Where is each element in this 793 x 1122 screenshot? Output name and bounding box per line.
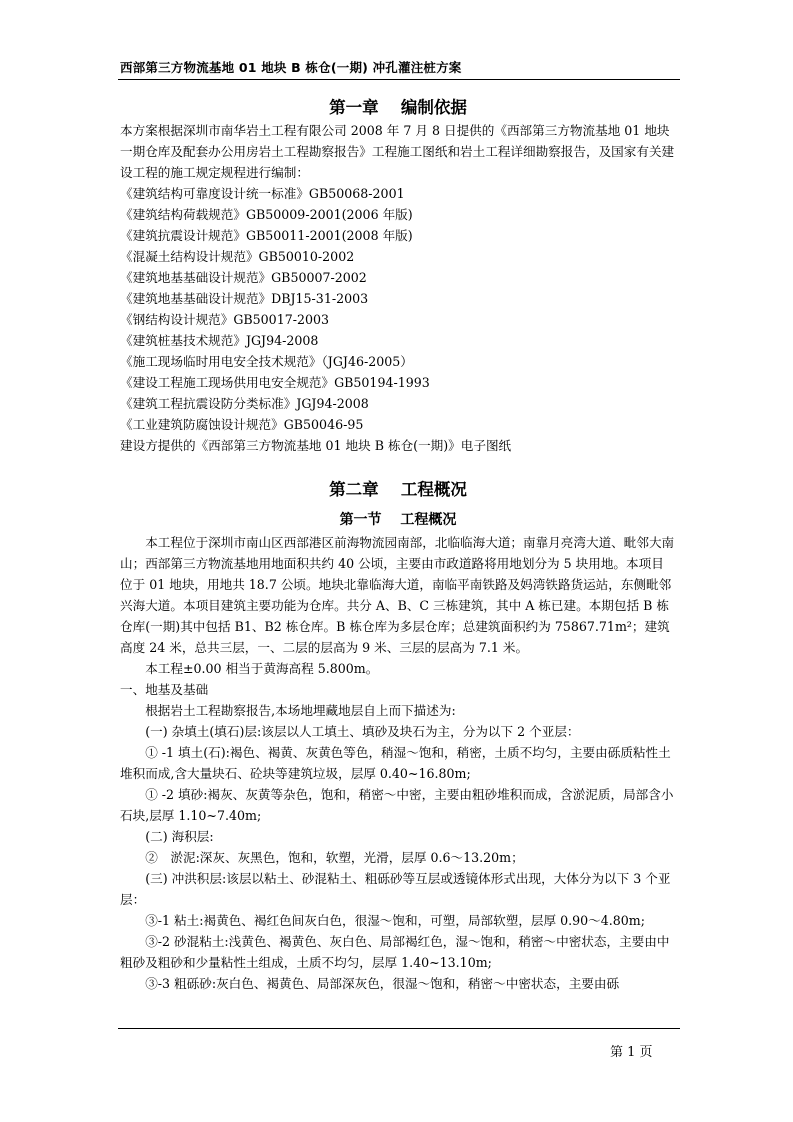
reference-item: 《建筑地基基础设计规范》DBJ15-31-2003 [120,291,369,306]
reference-item: 《施工现场临时用电安全技术规范》（JGJ46-2005） [120,354,413,369]
strata-item: ③-1 粘土:褐黄色、褐红色间灰白色，很湿～饱和，可塑，局部软塑，层厚 0.90～4.80m; [145,913,645,928]
chapter-2-title: 第二章 工程概况 [329,480,467,499]
strata-item: ① -2 填砂:褐灰、灰黄等杂色，饱和，稍密～中密，主要由粗砂堆积而成，含淤泥质，局部含小石块,层厚 1.10~7.40m; [120,787,674,823]
reference-item: 《建筑地基基础设计规范》GB50007-2002 [120,270,367,285]
strata-item: ③-3 粗砾砂:灰白色、褐黄色、局部深灰色，很湿～饱和，稍密～中密状态，主要由砾 [145,976,620,991]
header-rule [118,79,680,80]
section-1-title: 第一节 工程概况 [339,512,457,528]
elevation-paragraph: 本工程±0.00 相当于黄海高程 5.800m。 [145,661,379,676]
strata-item: (二) 海积层: [145,829,214,844]
strata-item: ② 淤泥:深灰、灰黑色，饱和，软塑，光滑，层厚 0.6～13.20m； [145,850,524,865]
strata-item: (一) 杂填土(填石)层:该层以人工填土、填砂及块石为主，分为以下 2 个亚层： [145,724,580,739]
chapter-1-intro: 本方案根据深圳市南华岩土工程有限公司 2008 年 7 月 8 日提供的《西部第三方物流基地 01 地块一期仓库及配套办公用房岩土工程勘察报告》工程施工图纸和岩土工程详细勘察报告，及国家有关建设工程的施工规定规程进行编制： [120,123,675,180]
strata-intro: 根据岩土工程勘察报告,本场地埋藏地层自上而下描述为: [145,703,456,718]
strata-item: (三) 冲洪积层:该层以粘土、砂混粘土、粗砾砂等互层或透镜体形式出现，大体分为以下 3 个亚层： [120,871,671,907]
reference-item: 《建设工程施工现场供用电安全规范》GB50194-1993 [120,375,430,390]
document-body [120,96,676,994]
reference-item: 《建筑抗震设计规范》GB50011-2001(2008 年版) [120,228,413,243]
chapter-1-title: 第一章 编制依据 [329,98,467,117]
footer-rule [118,1028,680,1029]
page-header: 西部第三方物流基地 01 地块 B 栋仓(一期) 冲孔灌注桩方案 [120,60,462,75]
page-number: 第 1 页 [610,1045,653,1060]
strata-item: ① -1 填土(石):褐色、褐黄、灰黄色等色，稍湿～饱和，稍密，土质不均匀，主要由砾质粘性土堆积而成,含大量块石、砼块等建筑垃圾，层厚 0.40~16.80m; [120,745,671,781]
reference-item: 《工业建筑防腐蚀设计规范》GB50046-95 [120,417,364,432]
reference-item: 《建筑结构荷载规范》GB50009-2001(2006 年版) [120,207,413,222]
reference-item: 《建筑桩基技术规范》JGJ94-2008 [120,333,319,348]
strata-item: ③-2 砂混粘土:浅黄色、褐黄色、灰白色、局部褐红色，湿～饱和，稍密～中密状态，主要由中粗砂及粗砂和少量粘性土组成，土质不均匀，层厚 1.40~13.10m; [120,934,670,970]
subsection-foundation-title: 一、地基及基础 [120,682,209,697]
reference-item: 《钢结构设计规范》GB50017-2003 [120,312,330,327]
project-overview-paragraph: 本工程位于深圳市南山区西部港区前海物流园南部，北临临海大道；南靠月亮湾大道、毗邻大南山；西部第三方物流基地用地面积共约 40 公顷，主要由市政道路将用地划分为 5 块用地。本项目位于 01 地块，用地共 18.7 公顷。地块北靠临海大道，南临平南铁路及妈湾铁路货运站，东侧毗邻兴海大道。本项目建筑主要功能为仓库。共分 A、B、C 三栋建筑，其中 A 栋已建。本期包括 B 栋仓库(一期)其中包括 B1、B2 栋仓库。B 栋仓库为多层仓库；总建筑面积约为 75867.71m²；建筑高度 24 米，总共三层，一、二层的层高为 9 米、三层的层高为 7.1 米。 [120,535,675,655]
reference-item: 建设方提供的《西部第三方物流基地 01 地块 B 栋仓(一期)》电子图纸 [120,438,512,453]
reference-item: 《混凝土结构设计规范》GB50010-2002 [120,249,355,264]
reference-item: 《建筑工程抗震设防分类标准》JGJ94-2008 [120,396,369,411]
reference-item: 《建筑结构可靠度设计统一标准》GB50068-2001 [120,186,405,201]
